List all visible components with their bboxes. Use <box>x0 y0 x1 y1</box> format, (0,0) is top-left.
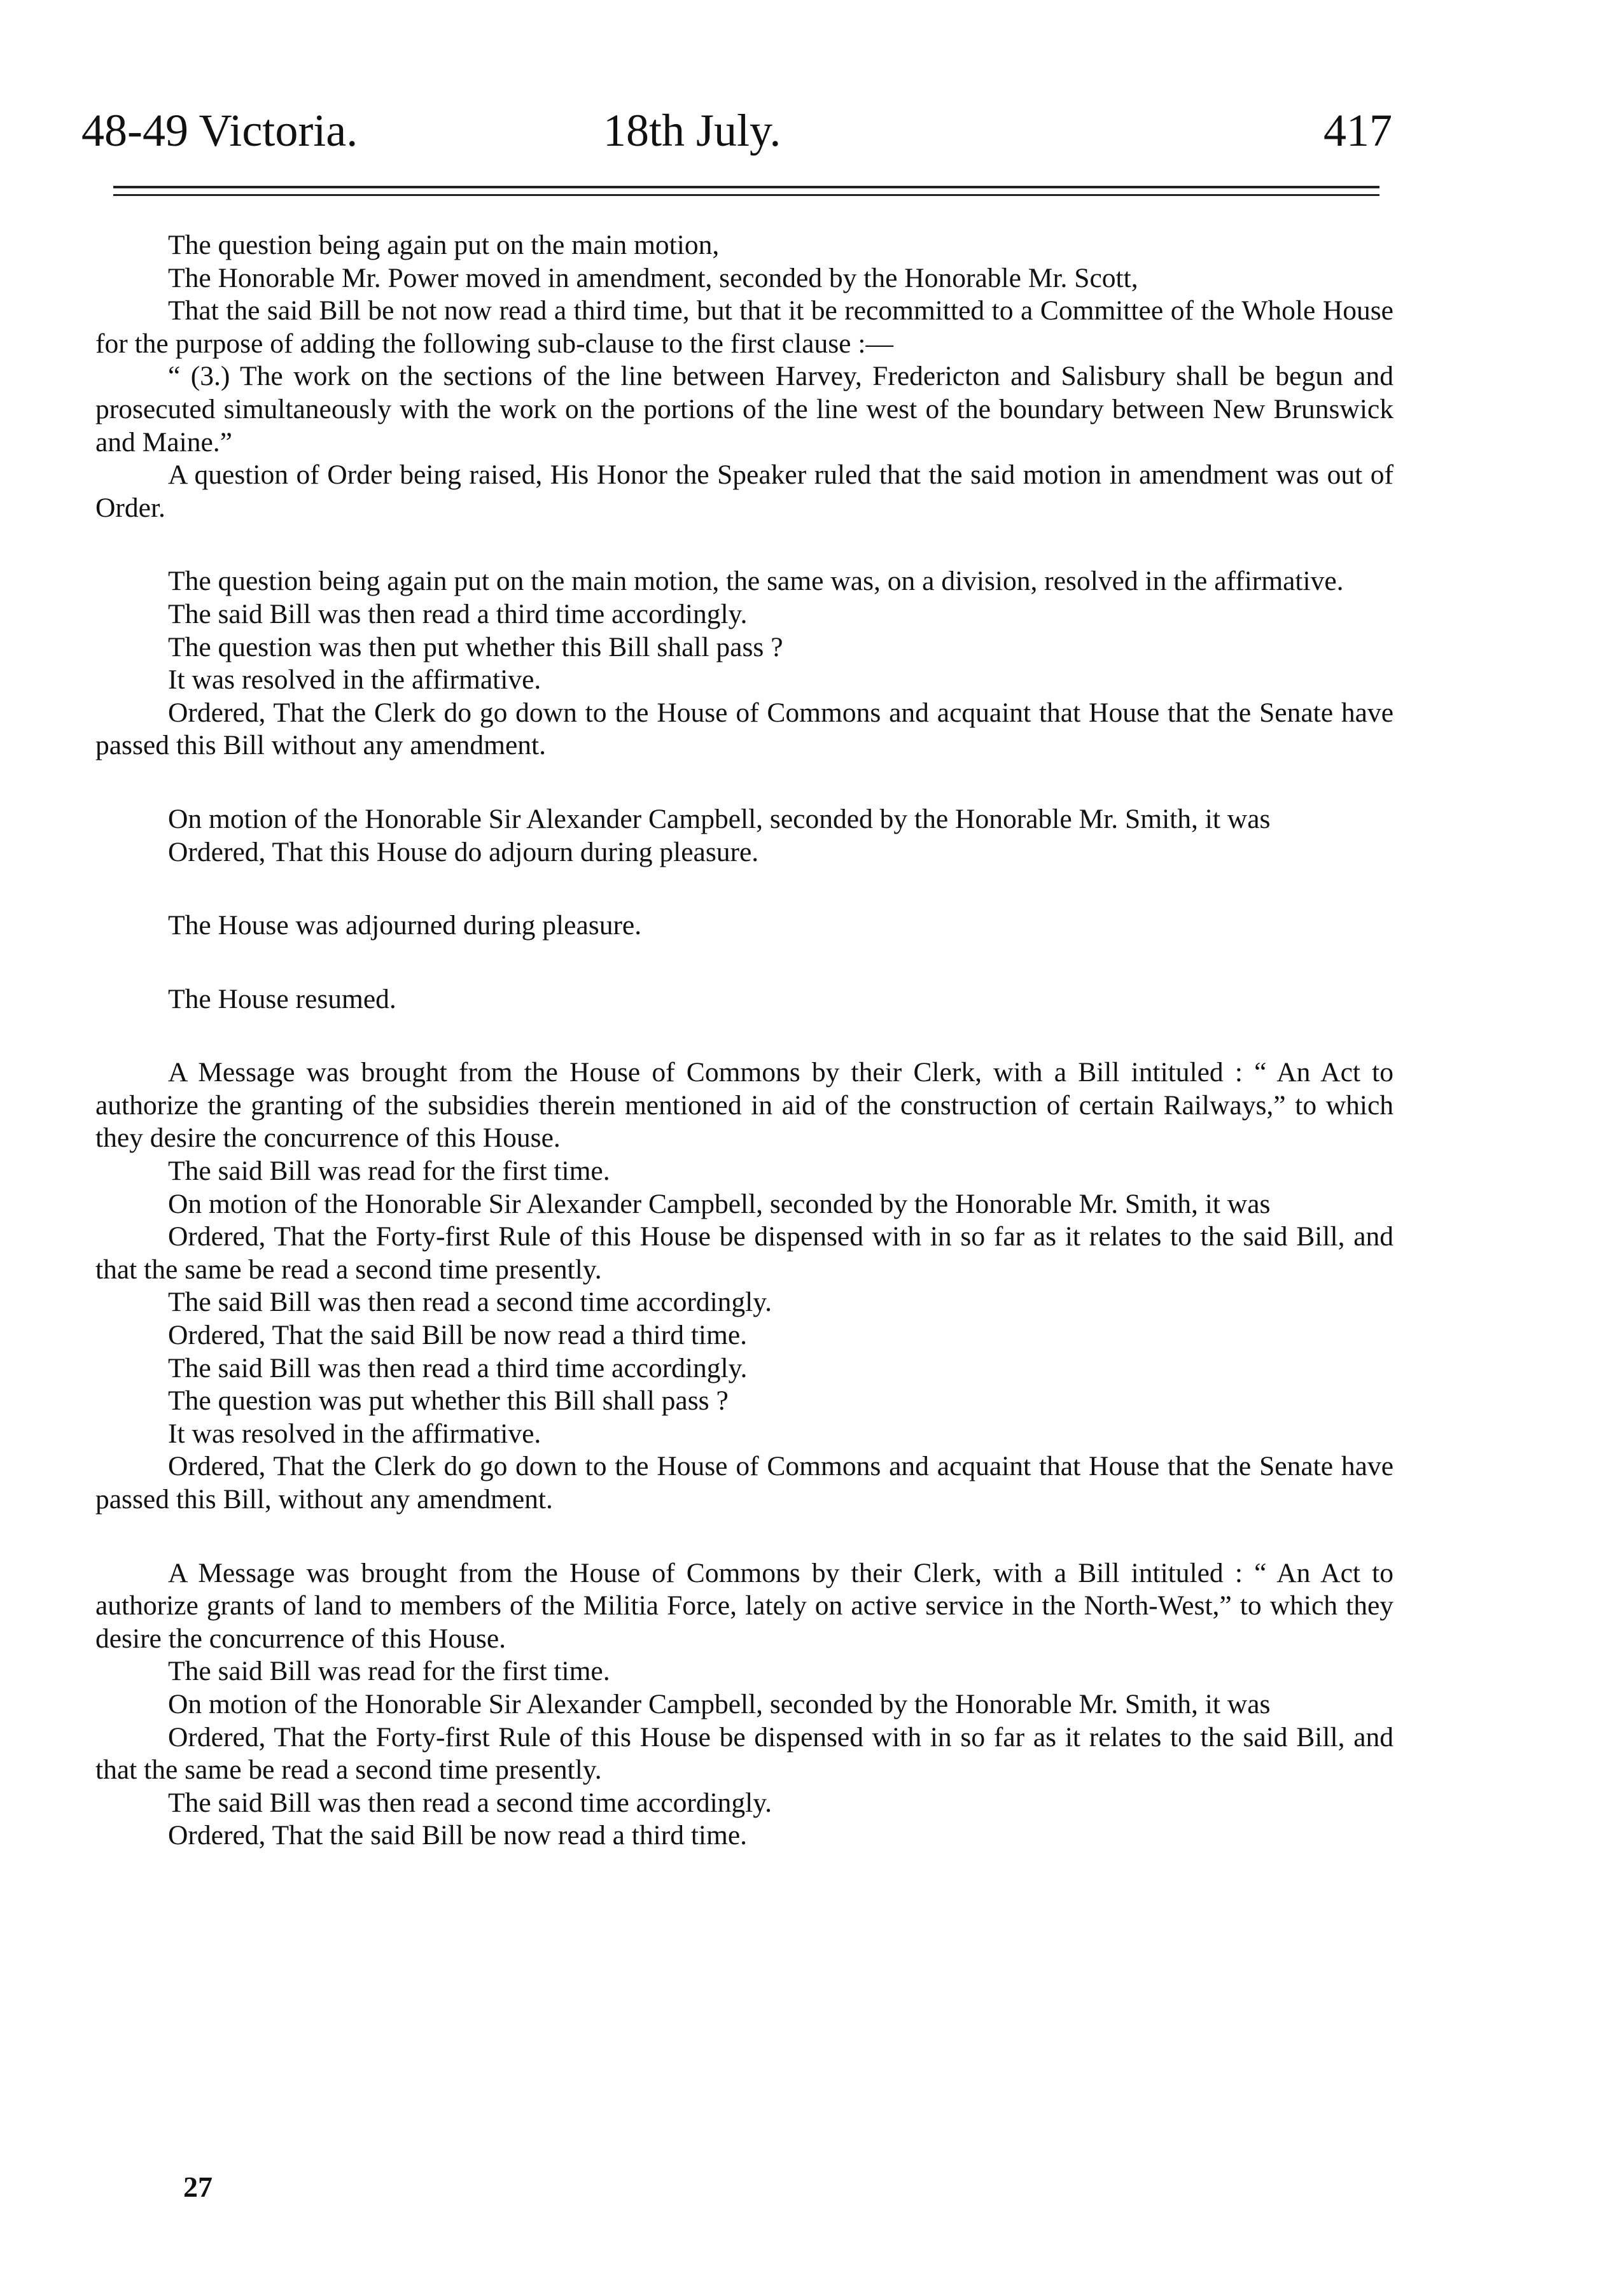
paragraph: The House was adjourned during pleasure. <box>168 910 642 941</box>
paragraph: The question being again put on the main motion, <box>168 230 720 260</box>
page-number: 417 <box>1323 105 1392 156</box>
paragraph: Ordered, That this House do adjourn during pleasure. <box>168 836 759 867</box>
paragraph: On motion of the Honorable Sir Alexander Campbell, seconded by the Honorable Mr. Smith, it was <box>168 1688 1271 1719</box>
header-rule-bottom <box>113 194 1379 196</box>
paragraph: The said Bill was then read a second time accordingly. <box>168 1787 772 1818</box>
paragraph: Ordered, That the Forty-first Rule of this House be dispensed with in so far as it relates to the said Bill, and that the same be read a second time presently. <box>95 1221 1393 1285</box>
paragraph: A Message was brought from the House of Commons by their Clerk, with a Bill intituled : “ An Act to authorize grants of land to members of the Militia Force, lately on active service in the North-West,” to which they desire the concurrence of this House. <box>95 1557 1393 1654</box>
journal-body <box>95 229 1393 1852</box>
paragraph: The House resumed. <box>168 983 396 1014</box>
paragraph: On motion of the Honorable Sir Alexander Campbell, seconded by the Honorable Mr. Smith, it was <box>168 803 1271 834</box>
section-gap <box>95 942 1393 983</box>
header-double-rule <box>113 186 1379 196</box>
paragraph: A question of Order being raised, His Honor the Speaker ruled that the said motion in amendment was out of Order. <box>95 459 1393 523</box>
paragraph: The question was put whether this Bill shall pass ? <box>168 1385 729 1417</box>
paragraph: That the said Bill be not now read a third time, but that it be recommitted to a Committee of the Whole House for the purpose of adding the following sub-clause to the first clause :— <box>95 295 1393 359</box>
session-title: 48-49 Victoria. <box>81 105 358 156</box>
header-rule-top <box>113 186 1379 188</box>
paragraph: A Message was brought from the House of Commons by their Clerk, with a Bill intituled : “ An Act to authorize the granting of the subsidies therein mentioned in aid of the construction of certain Railways,” to which they desire the concurrence of this House. <box>95 1057 1393 1154</box>
paragraph: Ordered, That the Clerk do go down to the House of Commons and acquaint that House that the Senate have passed this Bill without any amendment. <box>95 697 1393 761</box>
paragraph: “ (3.) The work on the sections of the line between Harvey, Fredericton and Salisbury shall be begun and prosecuted simultaneously with the work on the portions of the line west of the boundary between New Brunswick and Maine.” <box>95 361 1393 458</box>
signature-mark: 27 <box>183 2171 213 2203</box>
running-header <box>81 102 1392 172</box>
paragraph: Ordered, That the said Bill be now read a third time. <box>168 1820 748 1851</box>
section-gap <box>95 1516 1393 1557</box>
paragraph: The said Bill was read for the first time. <box>168 1156 610 1187</box>
section-gap <box>95 524 1393 565</box>
section-gap <box>95 869 1393 909</box>
paragraph: On motion of the Honorable Sir Alexander Campbell, seconded by the Honorable Mr. Smith, it was <box>168 1188 1271 1219</box>
section-gap <box>95 1016 1393 1056</box>
paragraph: The Honorable Mr. Power moved in amendment, seconded by the Honorable Mr. Scott, <box>168 262 1138 293</box>
paragraph: It was resolved in the affirmative. <box>168 664 541 696</box>
paragraph: The said Bill was read for the first time. <box>168 1656 610 1687</box>
page-date: 18th July. <box>603 105 781 156</box>
paragraph: It was resolved in the affirmative. <box>168 1418 541 1449</box>
paragraph: Ordered, That the Clerk do go down to the House of Commons and acquaint that House that the Senate have passed this Bill, without any amendment. <box>95 1451 1393 1515</box>
paragraph: Ordered, That the Forty-first Rule of this House be dispensed with in so far as it relates to the said Bill, and that the same be read a second time presently. <box>95 1721 1393 1786</box>
section-gap <box>95 762 1393 803</box>
paragraph: Ordered, That the said Bill be now read a third time. <box>168 1320 748 1351</box>
paragraph: The said Bill was then read a third time accordingly. <box>168 1352 748 1383</box>
paragraph: The question being again put on the main motion, the same was, on a division, resolved in the affirmative. <box>168 566 1344 597</box>
paragraph: The said Bill was then read a second time accordingly. <box>168 1287 772 1318</box>
paragraph: The question was then put whether this Bill shall pass ? <box>168 631 783 662</box>
paragraph: The said Bill was then read a third time accordingly. <box>168 598 748 629</box>
